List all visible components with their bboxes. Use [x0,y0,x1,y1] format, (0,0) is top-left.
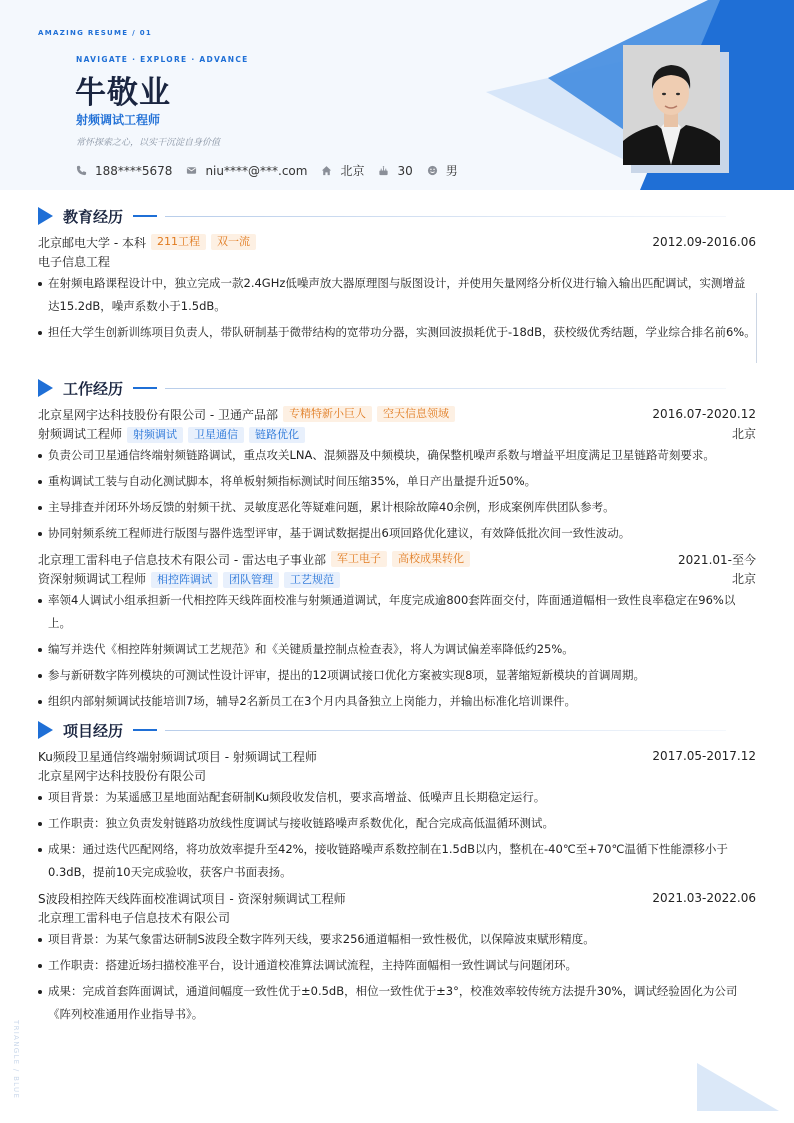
profile-photo [623,45,720,165]
home-icon [321,165,332,176]
project-date: 2021.03-2022.06 [652,891,756,905]
company-name: 北京星网宇达科技股份有限公司 - 卫通产品部 [38,407,278,422]
age-text: 30 [397,163,413,178]
position-title: 射频调试工程师 [38,427,123,441]
vertical-rule [756,293,757,363]
skill-tag: 射频调试 [127,427,183,443]
section-divider [165,388,726,389]
skill-tag: 链路优化 [249,427,305,443]
list-item: 工作职责：独立负责发射链路功放线性度调试与接收链路噪声系数优化，配合完成高低温循环测试。 [38,812,756,835]
side-tag: TRIANGLE / BLUE [12,1020,20,1100]
project-bullets [38,928,756,1026]
contact-email [186,164,307,178]
smile-icon [427,165,438,176]
project-org-text: 北京星网宇达科技股份有限公司 [38,769,207,783]
project-bullets [38,786,756,884]
list-item: 重构调试工装与自动化测试脚本，将单板射频指标测试时间压缩35%，单日产出量提升近50%。 [38,470,756,493]
section-arrow-icon [38,721,53,739]
project-name: Ku频段卫星通信终端射频调试项目 - 射频调试工程师 [38,749,317,764]
list-item: 在射频电路课程设计中，独立完成一款2.4GHz低噪声放大器原理图与版图设计，并使用矢量网络分析仪进行输入输出匹配调试，实测增益达15.2dB，噪声系数小于1.5dB。 [38,272,756,318]
school-tag: 双一流 [211,234,256,250]
section-accent-line [133,215,157,217]
skill-tag: 卫星通信 [188,427,244,443]
list-item: 担任大学生创新训练项目负责人，带队研制基于微带结构的宽带功分器，实测回波损耗优于-18dB，获校级优秀结题，学业综合排名前6%。 [38,321,756,344]
project-row [38,745,756,767]
phone-icon [76,165,87,176]
school-name: 北京邮电大学 - 本科 [38,235,146,250]
skill-tag: 工艺规范 [284,572,340,588]
project-org-text: 北京理工雷科电子信息技术有限公司 [38,911,231,925]
candidate-name: 牛敬业 [75,75,171,111]
nav-tag: NAVIGATE · EXPLORE · ADVANCE [76,55,249,64]
list-item: 成果：完成首套阵面调试，通道间幅度一致性优于±0.5dB，相位一致性优于±3°，校准效率较传统方法提升30%，调试经验固化为公司《阵列校准通用作业指导书》。 [38,980,756,1026]
candidate-motto: 常怀探索之心，以实干沉淀自身价值 [76,138,221,148]
contact-city [321,162,364,179]
major [38,253,756,272]
company-tag: 空天信息领域 [377,406,455,422]
skill-tag: 相控阵调试 [151,572,218,588]
list-item: 主导排查并闭环外场反馈的射频干扰、灵敏度恶化等疑难问题，累计根除故障40余例，形成案例库供团队参考。 [38,496,756,519]
contact-age [378,164,412,178]
list-item: 协同射频系统工程师进行版图与器件选型评审，基于调试数据提出6项回路优化建议，有效降低批次间一致性波动。 [38,522,756,545]
job-date: 2021.01-至今 [678,552,756,567]
list-item: 负责公司卫星通信终端射频链路调试，重点攻关LNA、混频器及中频模块，确保整机噪声系数与增益平坦度满足卫星链路苛刻要求。 [38,444,756,467]
company-tag: 军工电子 [331,551,387,567]
education-bullets [38,272,756,344]
company-name: 北京理工雷科电子信息技术有限公司 - 雷达电子事业部 [38,552,326,567]
resume-header [0,0,794,190]
education-header [38,205,756,227]
list-item: 率领4人调试小组承担新一代相控阵天线阵面校准与射频通道调试，年度完成逾800套阵面交付，阵面通道幅相一致性良率稳定在96%以上。 [38,589,756,635]
section-arrow-icon [38,379,53,397]
list-item: 项目背景：为某气象雷达研制S波段全数字阵列天线，要求256通道幅相一致性极优，以保障波束赋形精度。 [38,928,756,951]
job-city: 北京 [731,427,756,441]
job-bullets [38,589,756,713]
mail-icon [186,165,197,176]
projects-header [38,719,756,741]
projects-section [38,719,756,1029]
city-text: 北京 [340,164,365,178]
section-title: 工作经历 [63,379,124,398]
section-title: 项目经历 [63,721,124,740]
school-tag: 211工程 [151,234,206,250]
major-text: 电子信息工程 [38,255,111,269]
work-section [38,377,756,716]
company-tag: 高校成果转化 [392,551,470,567]
section-accent-line [133,387,157,389]
job-date: 2016.07-2020.12 [652,407,756,421]
list-item: 编写并迭代《相控阵射频调试工艺规范》和《关键质量控制点检查表》，将人为调试偏差率降低约25%。 [38,638,756,661]
email-text: niu****@***.com [205,163,308,178]
list-item: 项目背景：为某遥感卫星地面站配套研制Ku频段收发信机，要求高增益、低噪声且长期稳定运行。 [38,786,756,809]
contact-phone [76,164,172,178]
section-accent-line [133,729,157,731]
job-row [38,548,756,570]
job-position-row [38,570,756,589]
section-arrow-icon [38,207,53,225]
job-city: 北京 [731,572,756,586]
cake-icon [378,165,389,176]
education-section [38,205,756,347]
list-item: 成果：通过迭代匹配网络，将功放效率提升至42%，接收链路噪声系数控制在1.5dB以内，整机在-40℃至+70℃温循下性能漂移小于0.3dB，提前10天完成验收，获客户书面表扬。 [38,838,756,884]
corner-decor-triangle [697,1063,779,1111]
project-org [38,909,756,928]
candidate-role: 射频调试工程师 [76,113,161,127]
work-header [38,377,756,399]
phone-text: 188****5678 [95,163,173,178]
contact-bar [76,162,472,179]
contact-gender [427,162,458,179]
top-tag: AMAZING RESUME / 01 [38,29,153,37]
project-org [38,767,756,786]
skill-tag: 团队管理 [223,572,279,588]
education-date: 2012.09-2016.06 [652,235,756,249]
job-bullets [38,444,756,545]
project-row [38,887,756,909]
job-position-row [38,425,756,444]
job-row [38,403,756,425]
list-item: 工作职责：搭建近场扫描校准平台，设计通道校准算法调试流程，主持阵面幅相一致性调试与问题闭环。 [38,954,756,977]
company-tag: 专精特新小巨人 [283,406,372,422]
position-title: 资深射频调试工程师 [38,572,147,586]
education-row [38,231,756,253]
project-date: 2017.05-2017.12 [652,749,756,763]
section-divider [165,216,726,217]
gender-text: 男 [445,164,458,178]
list-item: 组织内部射频调试技能培训7场，辅导2名新员工在3个月内具备独立上岗能力，并输出标准化培训课件。 [38,690,756,713]
project-name: S波段相控阵天线阵面校准调试项目 - 资深射频调试工程师 [38,891,346,906]
list-item: 参与新研数字阵列模块的可测试性设计评审，提出的12项调试接口优化方案被实现8项，显著缩短新模块的首调周期。 [38,664,756,687]
section-divider [165,730,726,731]
section-title: 教育经历 [63,207,124,226]
